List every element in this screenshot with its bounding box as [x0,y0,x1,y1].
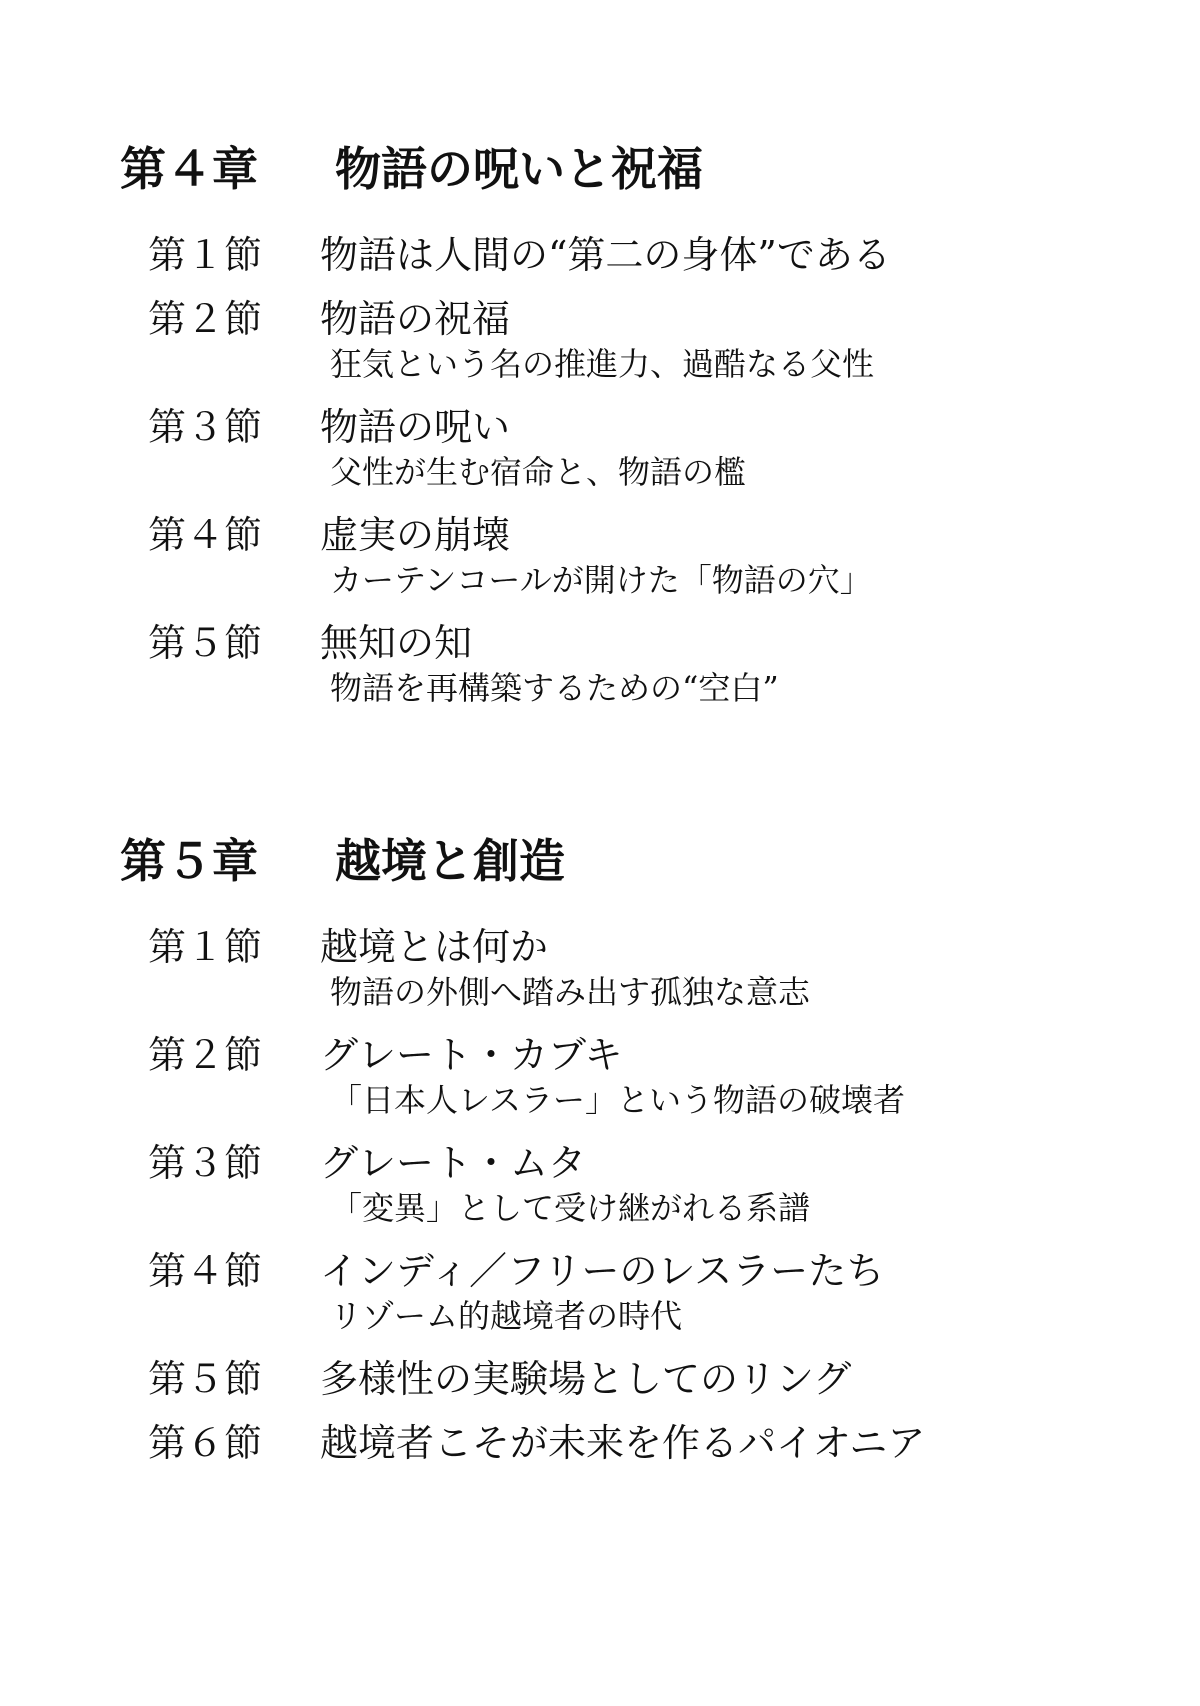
section-number: 第４節 [148,1248,263,1293]
section-number: 第１節 [148,924,263,969]
section-heading [120,1414,1160,1464]
section-title: 越境者こそが未来を作るパイオニア [320,1420,926,1465]
section-subtitle: 「日本人レスラー」という物語の破壊者 [330,1081,906,1119]
section-entry [120,1350,1160,1400]
chapter-title [120,124,1160,208]
section-heading [120,398,1160,448]
section-heading [120,290,1160,340]
chapter-title [120,816,1160,900]
section-heading [120,1242,1160,1292]
section-entry [120,1414,1160,1464]
section-number: 第５節 [148,620,263,665]
section-subtitle: 狂気という名の推進力、過酷なる父性 [330,345,875,383]
section-heading [120,1026,1160,1076]
section-subtitle: 「変異」として受け継がれる系譜 [330,1189,811,1227]
section-number: 第５節 [148,1356,263,1401]
section-entry [120,398,1160,492]
section-number: 第６節 [148,1420,263,1465]
section-list [120,918,1160,1464]
section-title: 物語の祝福 [320,296,511,341]
section-subtitle: カーテンコールが開けた「物語の穴」 [330,561,872,599]
section-entry [120,1026,1160,1120]
section-number: 第２節 [148,1032,263,1077]
section-heading [120,506,1160,556]
chapter-4 [120,124,1160,722]
chapter-title-text: 越境と創造 [335,834,565,888]
section-subtitle: 父性が生む宿命と、物語の檻 [330,453,747,491]
section-entry [120,290,1160,384]
section-heading [120,226,1160,276]
section-title: 物語は人間の“第二の身体”である [320,232,891,277]
section-title: 物語の呪い [320,404,511,449]
section-title: グレート・ムタ [320,1140,587,1185]
section-subtitle: 物語を再構築するための“空白” [330,669,779,707]
section-heading [120,918,1160,968]
section-subtitle: 物語の外側へ踏み出す孤独な意志 [330,973,811,1011]
section-number: 第３節 [148,404,263,449]
chapter-number: 第４章 [120,142,258,196]
section-number: 第２節 [148,296,263,341]
chapter-5 [120,816,1160,1478]
section-entry [120,1134,1160,1228]
section-entry [120,506,1160,600]
chapter-number: 第５章 [120,834,258,888]
section-title: グレート・カブキ [320,1032,623,1077]
section-title: 越境とは何か [320,924,549,969]
section-title: 多様性の実験場としてのリング [320,1356,852,1401]
section-title: インディ／フリーのレスラーたち [320,1248,885,1293]
section-entry [120,226,1160,276]
section-entry [120,614,1160,708]
section-number: 第１節 [148,232,263,277]
chapter-title-text: 物語の呪いと祝福 [335,142,703,196]
section-list [120,226,1160,708]
section-heading [120,1350,1160,1400]
section-number: 第４節 [148,512,263,557]
section-entry [120,1242,1160,1336]
section-title: 虚実の崩壊 [320,512,511,557]
section-number: 第３節 [148,1140,263,1185]
section-heading [120,1134,1160,1184]
section-title: 無知の知 [320,620,473,665]
section-entry [120,918,1160,1012]
section-subtitle: リゾーム的越境者の時代 [330,1297,683,1335]
section-heading [120,614,1160,664]
